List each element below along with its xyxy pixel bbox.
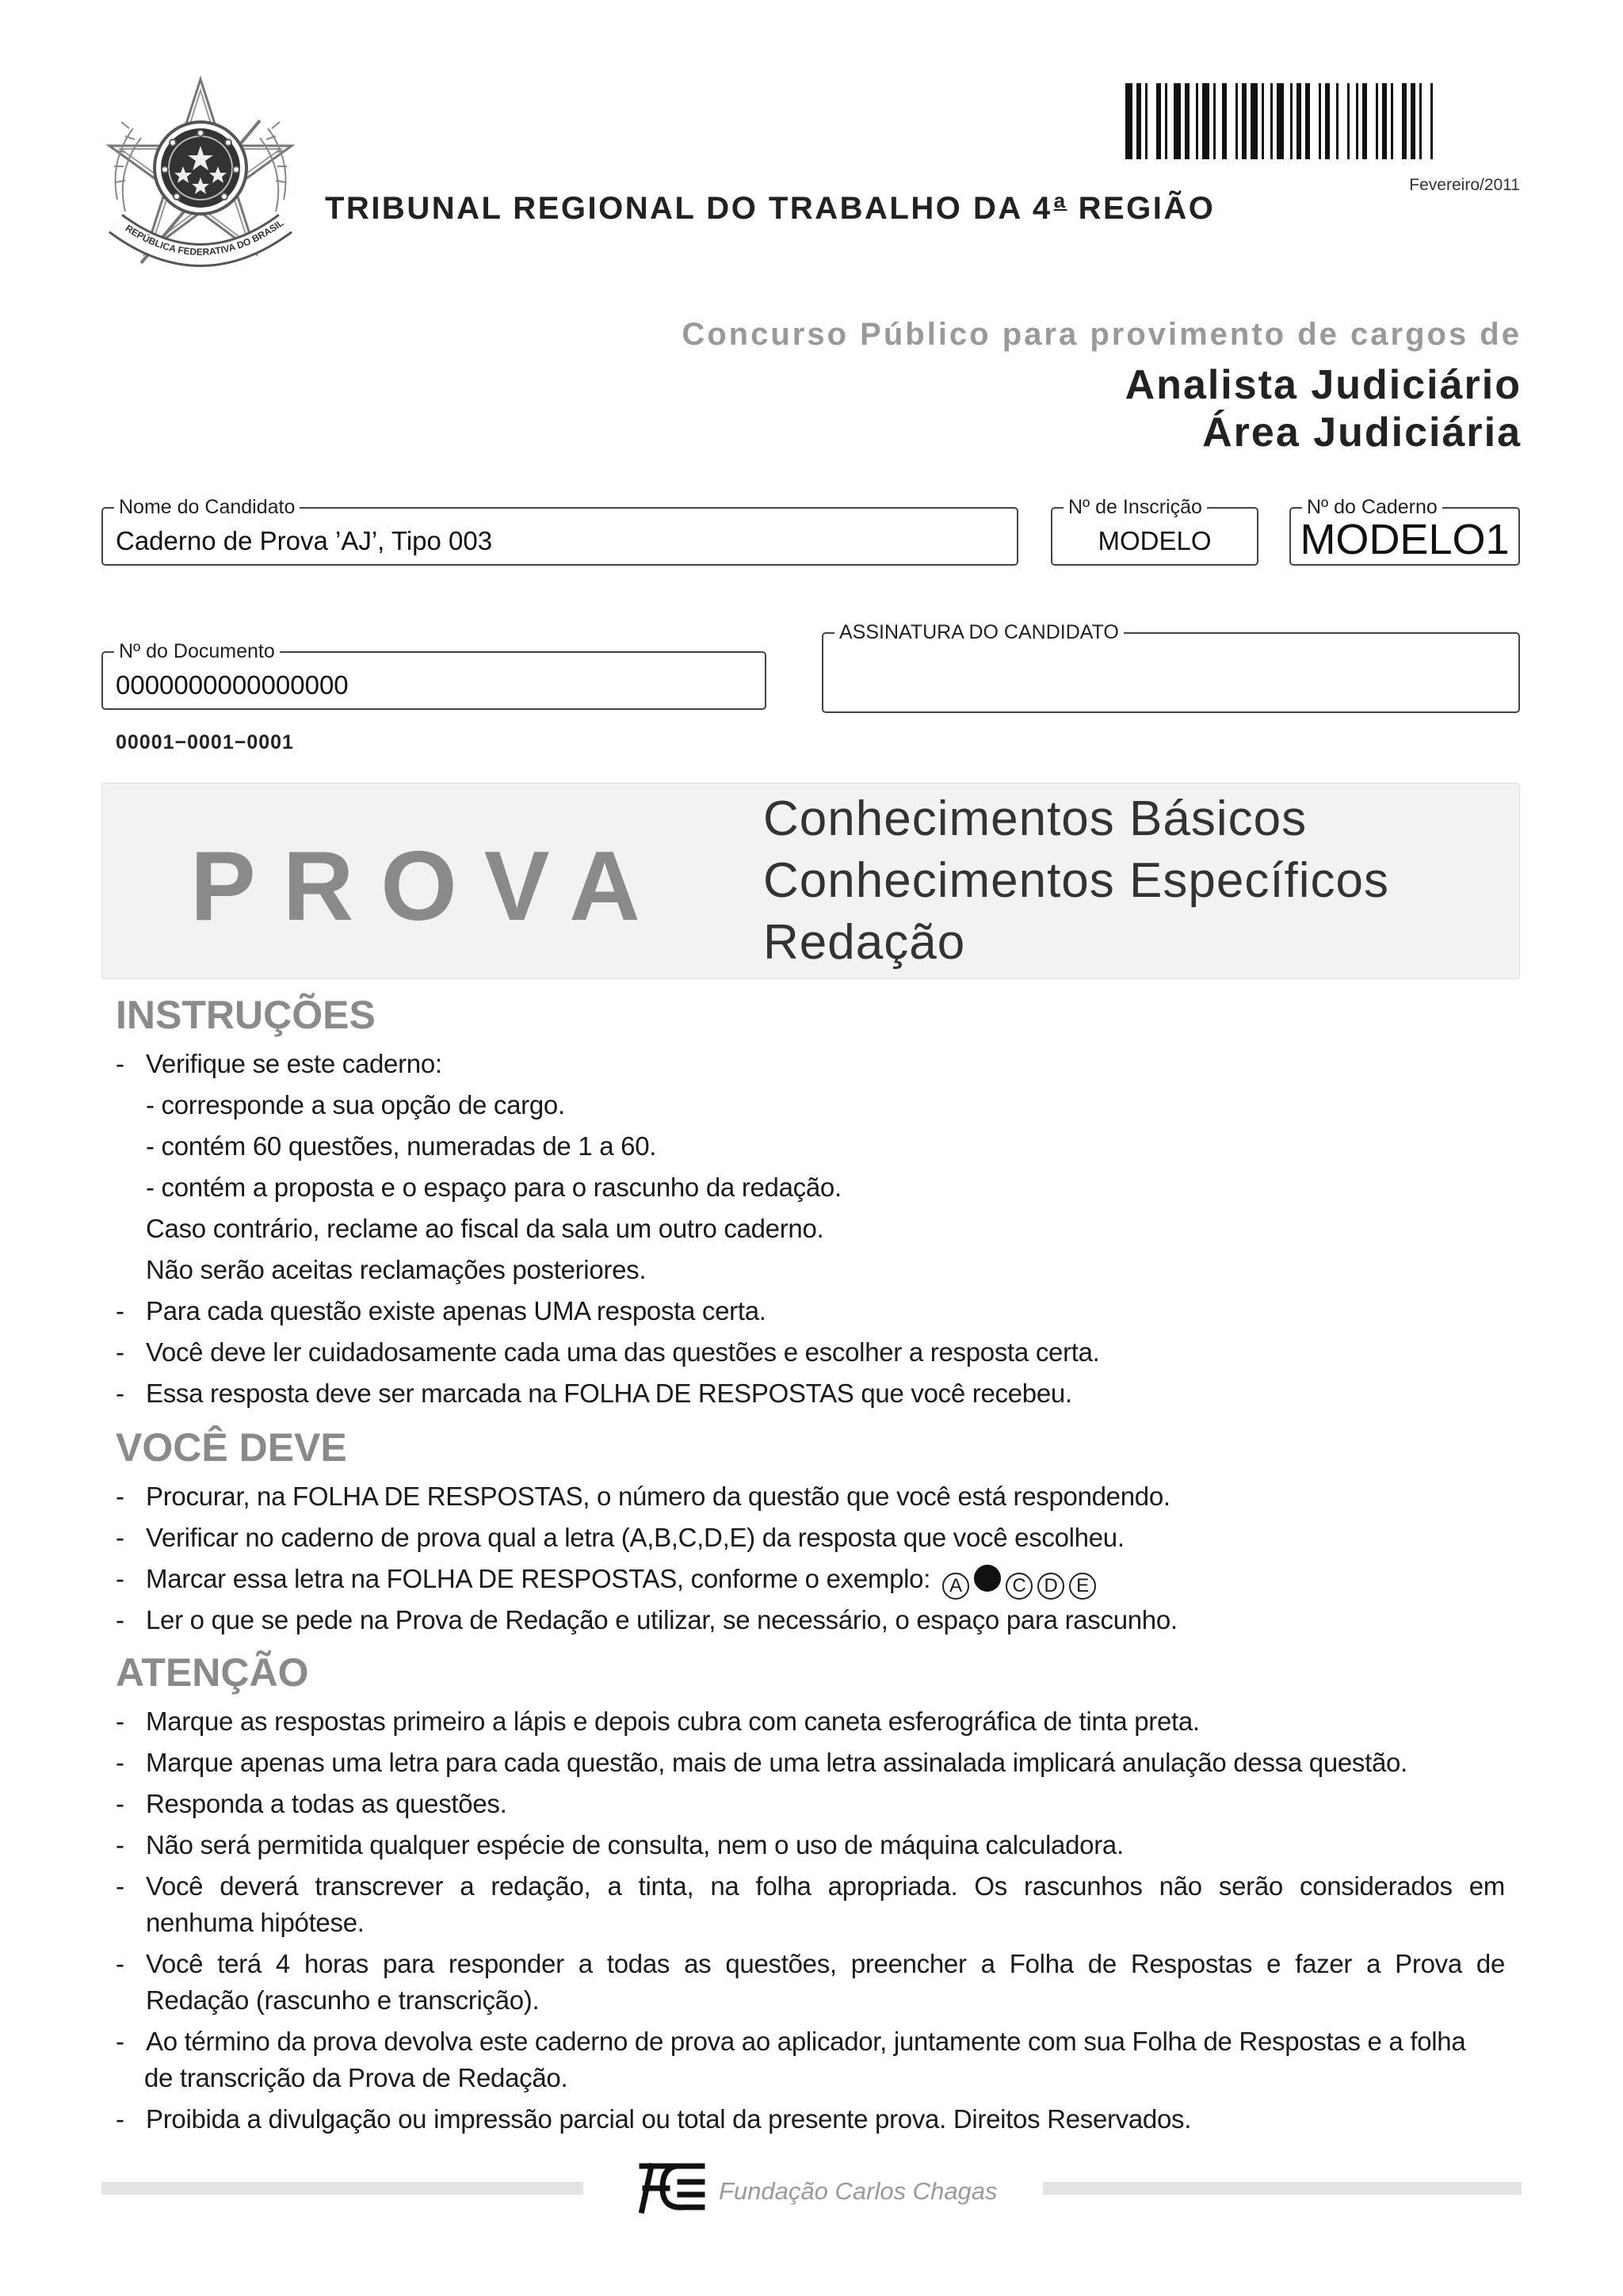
bullet-dash: - xyxy=(116,1707,124,1736)
tribunal-ordinal: a xyxy=(1053,189,1067,212)
tribunal-title-tail: REGIÃO xyxy=(1078,191,1216,226)
nome-candidato-label: Nome do Candidato xyxy=(114,496,300,519)
prova-word: PROVA xyxy=(190,832,667,941)
answer-bubble-e: E xyxy=(1069,1573,1096,1600)
fcc-name: Fundação Carlos Chagas xyxy=(719,2177,998,2205)
bullet-dash: - xyxy=(116,1379,124,1408)
bullet-dash: - xyxy=(116,1296,124,1325)
caderno-label: Nº do Caderno xyxy=(1302,496,1442,519)
instruction-line-continuation: nenhuma hipótese. xyxy=(146,1908,365,1937)
bullet-dash: - xyxy=(116,1337,124,1367)
instruction-line-continuation: Redação (rascunho e transcrição). xyxy=(146,1985,540,2015)
answer-bubble-a: A xyxy=(942,1573,969,1600)
instruction-line: Caso contrário, reclame ao fiscal da sala um outro caderno. xyxy=(146,1214,824,1243)
bullet-dash: - xyxy=(116,1789,124,1818)
instruction-subline: - contém 60 questões, numeradas de 1 a 60. xyxy=(146,1131,657,1161)
instruction-line: Proibida a divulgação ou impressão parcial ou total da presente prova. Direitos Reservados. xyxy=(146,2104,1192,2134)
instruction-line: Marque apenas uma letra para cada questão, mais de uma letra assinalada implicará anulação dessa questão. xyxy=(146,1748,1407,1777)
cargo-title: Analista Judiciário xyxy=(1125,362,1522,408)
documento-field[interactable] xyxy=(101,640,766,710)
bullet-dash: - xyxy=(116,1949,124,1978)
instruction-line-continuation: de transcrição da Prova de Redação. xyxy=(144,2063,568,2092)
nome-candidato-value: Caderno de Prova ’AJ’, Tipo 003 xyxy=(116,526,493,555)
instruction-line: Essa resposta deve ser marcada na FOLHA DE RESPOSTAS que você recebeu. xyxy=(146,1379,1072,1408)
section-heading-instrucoes: INSTRUÇÕES xyxy=(116,993,376,1037)
documento-value: 0000000000000000 xyxy=(116,670,349,700)
tribunal-title-main: TRIBUNAL REGIONAL DO TRABALHO DA 4 xyxy=(325,191,1052,226)
answer-bubble-d: D xyxy=(1037,1573,1064,1600)
documento-label: Nº do Documento xyxy=(114,640,280,663)
section-heading-atencao: ATENÇÃO xyxy=(116,1650,309,1695)
example-text: Marcar essa letra na FOLHA DE RESPOSTAS, conforme o exemplo: xyxy=(146,1564,931,1593)
instruction-line: Verifique se este caderno: xyxy=(146,1049,442,1078)
inscricao-field[interactable] xyxy=(1051,496,1258,566)
bullet-dash: - xyxy=(116,1605,124,1634)
assinatura-field[interactable] xyxy=(822,621,1520,713)
codigo-prova: 00001−0001−0001 xyxy=(116,731,294,753)
nome-candidato-field[interactable] xyxy=(101,496,1018,566)
answer-bubble-c: C xyxy=(1006,1573,1033,1600)
instruction-line: Não serão aceitas reclamações posteriores. xyxy=(146,1255,647,1284)
instruction-line: Verificar no caderno de prova qual a letra (A,B,C,D,E) da resposta que você escolheu. xyxy=(146,1523,1125,1552)
date-label: Fevereiro/2011 xyxy=(1409,176,1520,194)
instruction-line: Procurar, na FOLHA DE RESPOSTAS, o número da questão que você está respondendo. xyxy=(146,1482,1170,1511)
bullet-dash: - xyxy=(116,1564,124,1593)
instruction-line: Ler o que se pede na Prova de Redação e utilizar, se necessário, o espaço para rascunho. xyxy=(146,1605,1178,1634)
bullet-dash: - xyxy=(116,1523,124,1552)
footer-bar-left xyxy=(101,2182,583,2195)
subject-item: Conhecimentos Básicos xyxy=(763,791,1308,846)
barcode xyxy=(1125,83,1522,159)
instruction-line: Você deve ler cuidadosamente cada uma das questões e escolher a resposta certa. xyxy=(146,1337,1100,1367)
subject-item: Redação xyxy=(763,915,966,970)
bullet-dash: - xyxy=(116,1871,124,1901)
caderno-value: MODELO1 xyxy=(1300,516,1510,563)
instruction-line: Você deverá transcrever a redação, a tinta, na folha apropriada. Os rascunhos não serão considerados em xyxy=(146,1871,1505,1901)
bullet-dash: - xyxy=(116,2027,124,2056)
instruction-line xyxy=(146,1564,1096,1600)
concurso-subtitle: Concurso Público para provimento de cargos de xyxy=(682,317,1522,352)
footer-bar-right xyxy=(1043,2182,1522,2195)
instruction-line: Para cada questão existe apenas UMA resposta certa. xyxy=(146,1296,766,1325)
instruction-line: Marque as respostas primeiro a lápis e depois cubra com caneta esferográfica de tinta preta. xyxy=(146,1707,1200,1736)
bullet-dash: - xyxy=(116,1830,124,1859)
answer-bubble-b-filled xyxy=(974,1565,1001,1592)
section-heading-voce-deve: VOCÊ DEVE xyxy=(116,1425,347,1470)
svg-text:REPÚBLICA FEDERATIVA DO BRASIL: REPÚBLICA FEDERATIVA DO BRASIL xyxy=(123,217,286,258)
inscricao-label: Nº de Inscrição xyxy=(1064,496,1207,519)
instruction-line: Não será permitida qualquer espécie de consulta, nem o uso de máquina calculadora. xyxy=(146,1830,1124,1859)
bullet-dash: - xyxy=(116,1748,124,1777)
bullet-dash: - xyxy=(116,1049,124,1078)
bullet-dash: - xyxy=(116,1482,124,1511)
area-title: Área Judiciária xyxy=(1202,410,1522,456)
instruction-subline: - corresponde a sua opção de cargo. xyxy=(146,1090,565,1119)
fcc-logo xyxy=(631,2158,707,2215)
bullet-dash: - xyxy=(116,2104,124,2134)
subject-item: Conhecimentos Específicos xyxy=(763,853,1390,908)
assinatura-label: ASSINATURA DO CANDIDATO xyxy=(834,621,1124,644)
inscricao-value: MODELO xyxy=(1098,526,1212,555)
tribunal-title xyxy=(325,189,1215,227)
brazil-coat-of-arms-seal xyxy=(94,73,307,287)
instruction-line: Responda a todas as questões. xyxy=(146,1789,507,1818)
instruction-subline: - contém a proposta e o espaço para o rascunho da redação. xyxy=(146,1173,842,1202)
instruction-line: Ao término da prova devolva este caderno de prova ao aplicador, juntamente com sua Folha de Respostas e a folha xyxy=(146,2027,1466,2056)
caderno-field[interactable] xyxy=(1289,496,1520,566)
instruction-line: Você terá 4 horas para responder a todas as questões, preencher a Folha de Respostas e fazer a Prova de xyxy=(146,1949,1505,1978)
